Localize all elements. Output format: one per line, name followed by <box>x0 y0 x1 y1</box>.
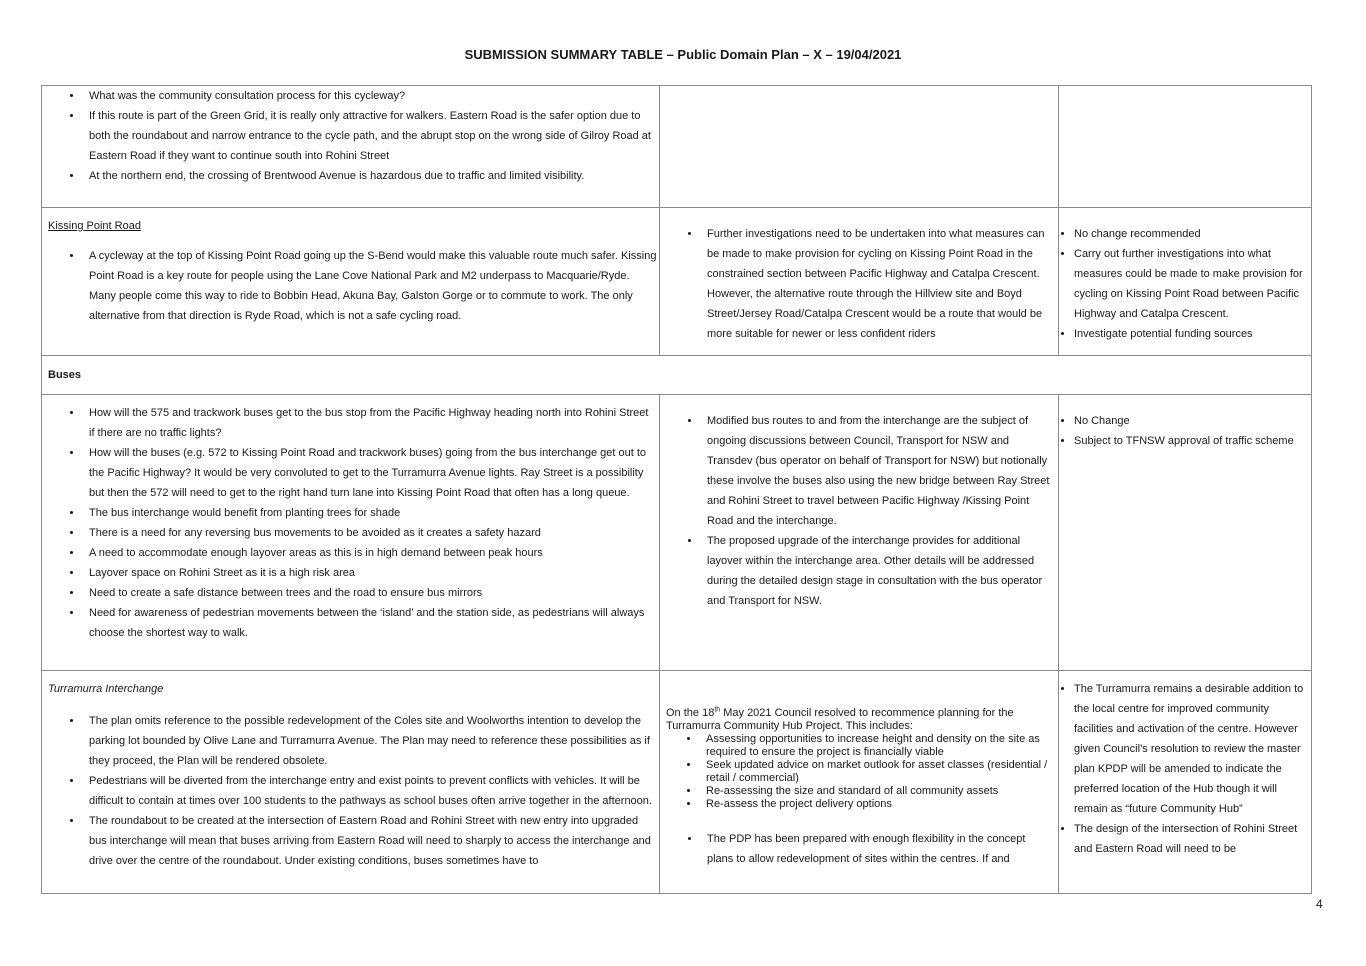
bullet-list <box>660 224 1058 344</box>
bullet-list <box>42 246 659 326</box>
submission-cell <box>42 671 660 894</box>
section-header-cell <box>42 356 1312 395</box>
list-item: • Further investigations need to be undertaken into what measures can be made to make provision for cycling on Kissing Point Road in the constrained section between Pacific Highway and Catalpa Crescent. However, the alternative route through the Hillview site and Boyd Street/Jersey Road/Catalpa Crescent would be a route that would be more suitable for newer or less confident riders <box>701 224 1052 344</box>
submission-summary-table <box>41 85 1312 894</box>
list-item: • The plan omits reference to the possible redevelopment of the Coles site and Woolworths intention to develop the parking lot bounded by Olive Lane and Turramurra Avenue. The Plan may need to reference these possibilities as if they proceed, the Plan will be rendered obsolete. <box>83 711 653 771</box>
list-item: • If this route is part of the Green Grid, it is really only attractive for walkers. Eastern Road is the safer option due to both the roundabout and narrow entrance to the cycle path, and the abrupt stop on the wrong side of Gilroy Road at Eastern Road if they want to continue south into Rohini Street <box>83 106 653 166</box>
bullet-list <box>42 86 653 186</box>
recommendation-cell <box>1059 86 1312 208</box>
submission-cell <box>42 208 660 356</box>
section-heading: Buses <box>48 369 82 381</box>
document-title: SUBMISSION SUMMARY TABLE – Public Domain Plan – X – 19/04/2021 <box>464 47 902 62</box>
intro-text: On the 18 <box>666 707 715 719</box>
list-item: • There is a need for any reversing bus movements to be avoided as it creates a safety hazard <box>83 523 653 543</box>
list-item: • Re-assess the project delivery options <box>700 798 1052 811</box>
list-item: • Pedestrians will be diverted from the interchange entry and exist points to prevent conflicts with vehicles. It will be difficult to contain at times over 100 students to the pathways as school buses often arrive together in the afternoon. <box>83 771 653 811</box>
table-row <box>42 395 1312 671</box>
recommendation-cell <box>1059 671 1312 894</box>
list-item: • The Turramurra remains a desirable addition to the local centre for improved community facilities and activation of the centre. However given Council’s resolution to review the master plan KPDP will be amended to indicate the preferred location of the Hub though it will remain as “future Community Hub” <box>1074 679 1307 819</box>
ordinal-suffix: th <box>714 706 721 714</box>
list-item: • The bus interchange would benefit from planting trees for shade <box>83 503 653 523</box>
list-item: • Need to create a safe distance between trees and the road to ensure bus mirrors <box>83 583 653 603</box>
bullet-list <box>660 411 1058 611</box>
response-intro <box>660 671 1058 733</box>
bullet-list <box>42 403 659 643</box>
bullet-list <box>1065 679 1307 859</box>
list-item: • How will the buses (e.g. 572 to Kissing Point Road and trackwork buses) going from the bus interchange get out to the Pacific Highway? It would be very convoluted to get to the Turramurra Avenue lights. Ray Street is a possibility but then the 572 will need to get to the right hand turn lane into Kissing Point Road that often has a long queue. <box>83 443 653 503</box>
response-cell <box>660 208 1059 356</box>
sub-bullet-list <box>660 733 1058 811</box>
response-cell <box>660 671 1059 894</box>
list-item: • The PDP has been prepared with enough flexibility in the concept plans to allow redevelopment of sites within the centres. If and <box>701 829 1052 869</box>
response-cell <box>660 395 1059 671</box>
submission-cell <box>42 395 660 671</box>
recommendation-cell <box>1059 395 1312 671</box>
list-item: • At the northern end, the crossing of Brentwood Avenue is hazardous due to traffic and limited visibility. <box>83 166 653 186</box>
table-row <box>42 356 1312 395</box>
bullet-list <box>1065 224 1307 344</box>
table-row <box>42 208 1312 356</box>
submission-cell <box>42 86 660 208</box>
bullet-list <box>660 829 1058 869</box>
list-item: • Layover space on Rohini Street as it is a high risk area <box>83 563 653 583</box>
list-item: • Re-assessing the size and standard of all community assets <box>700 785 1052 798</box>
list-item: • A need to accommodate enough layover areas as this is in high demand between peak hours <box>83 543 653 563</box>
section-heading: Kissing Point Road <box>48 220 141 232</box>
list-item: • Assessing opportunities to increase height and density on the site as required to ensure the project is financially viable <box>700 733 1052 759</box>
list-item: • No Change <box>1074 411 1307 431</box>
list-item: • How will the 575 and trackwork buses get to the bus stop from the Pacific Highway heading north into Rohini Street if there are no traffic lights? <box>83 403 653 443</box>
list-item: • A cycleway at the top of Kissing Point Road going up the S-Bend would make this valuable route much safer. Kissing Point Road is a key route for people using the Lane Cove National Park and M2 underpass to Macquarie/Ryde. Many people come this way to ride to Bobbin Head, Akuna Bay, Galston Gorge or to commute to work. The only alternative from that direction is Ryde Road, which is not a safe cycling road. <box>83 246 659 326</box>
list-item: • What was the community consultation process for this cycleway? <box>83 86 653 106</box>
recommendation-cell <box>1059 208 1312 356</box>
list-item: • No change recommended <box>1074 224 1307 244</box>
list-item: • Subject to TFNSW approval of traffic scheme <box>1074 431 1307 451</box>
list-item: • The roundabout to be created at the intersection of Eastern Road and Rohini Street with new entry into upgraded bus interchange will mean that buses arriving from Eastern Road will need to sharply to access the interchange and drive over the centre of the roundabout. Under existing conditions, buses sometimes have to <box>83 811 653 871</box>
page-number: 4 <box>1316 897 1323 911</box>
list-item: • Carry out further investigations into what measures could be made to make provision for cycling on Kissing Point Road between Pacific Highway and Catalpa Crescent. <box>1074 244 1307 324</box>
response-cell <box>660 86 1059 208</box>
list-item: • Need for awareness of pedestrian movements between the ‘island’ and the station side, as pedestrians will always choose the shortest way to walk. <box>83 603 653 643</box>
bullet-list <box>1065 411 1307 451</box>
table-row <box>42 86 1312 208</box>
section-heading: Turramurra Interchange <box>48 683 164 695</box>
bullet-list <box>42 711 659 871</box>
intro-text: May 2021 Council resolved to recommence planning for the Turramurra Community Hub Project. This includes: <box>666 707 1014 732</box>
table-row <box>42 671 1312 894</box>
list-item: • The design of the intersection of Rohini Street and Eastern Road will need to be <box>1074 819 1307 859</box>
list-item: • Seek updated advice on market outlook for asset classes (residential / retail / commercial) <box>700 759 1052 785</box>
list-item: • Investigate potential funding sources <box>1074 324 1307 344</box>
list-item: • The proposed upgrade of the interchange provides for additional layover within the interchange area. Other details will be addressed during the detailed design stage in consultation with the bus operator and Transport for NSW. <box>701 531 1052 611</box>
list-item: • Modified bus routes to and from the interchange are the subject of ongoing discussions between Council, Transport for NSW and Transdev (bus operator on behalf of Transport for NSW) but notionally these involve the buses also using the new bridge between Ray Street and Rohini Street to travel between Pacific Highway /Kissing Point Road and the interchange. <box>701 411 1052 531</box>
